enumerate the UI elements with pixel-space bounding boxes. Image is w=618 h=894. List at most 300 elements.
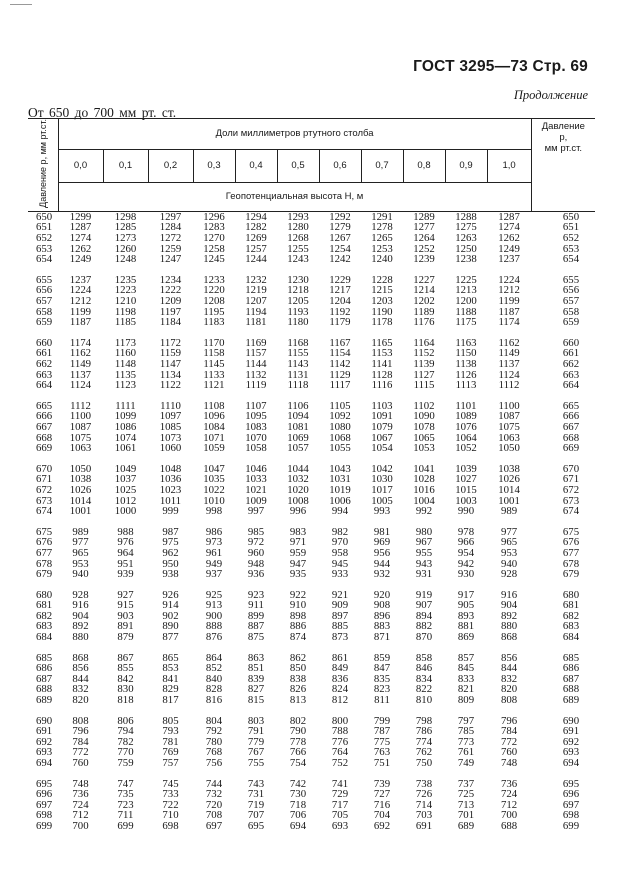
- height-value: 832: [72, 683, 89, 696]
- height-value: 998: [205, 505, 223, 518]
- height-value: 897: [331, 609, 349, 622]
- height-value: 836: [331, 672, 349, 685]
- pressure-label-right: 663: [562, 368, 580, 381]
- height-value: 926: [162, 588, 179, 601]
- height-value: 688: [500, 819, 518, 832]
- height-value: 844: [500, 662, 518, 675]
- height-value: 942: [457, 557, 475, 570]
- table-row: [28, 422, 595, 433]
- height-value: 719: [247, 798, 265, 811]
- height-value: 1001: [69, 505, 92, 518]
- height-value: 820: [500, 683, 518, 696]
- column-header: 0,7: [361, 149, 403, 182]
- height-value: 817: [162, 694, 179, 707]
- pressure-label: 672: [36, 483, 53, 496]
- height-value: 1173: [114, 336, 137, 349]
- height-value: 823: [373, 683, 391, 696]
- height-value: 1132: [245, 368, 267, 381]
- height-value: 989: [72, 525, 89, 538]
- height-value: 1116: [371, 379, 393, 392]
- pressure-label-right: 674: [562, 505, 580, 518]
- height-value: 999: [162, 505, 179, 518]
- height-value: 1162: [69, 347, 92, 360]
- height-value: 1190: [371, 305, 393, 318]
- pressure-label-right: 668: [562, 431, 580, 444]
- height-value: 695: [247, 819, 265, 832]
- height-value: 834: [415, 672, 433, 685]
- height-value: 735: [117, 788, 134, 801]
- height-value: 990: [457, 505, 475, 518]
- height-value: 760: [72, 757, 89, 769]
- height-value: 916: [500, 588, 518, 601]
- height-value: 1274: [69, 232, 92, 245]
- height-value: 1053: [413, 442, 435, 455]
- height-value: 948: [247, 557, 265, 570]
- height-value: 1078: [413, 420, 435, 433]
- height-value: 1269: [245, 232, 267, 245]
- height-value: 730: [289, 788, 307, 801]
- height-value: 1152: [413, 347, 435, 360]
- height-value: 1137: [69, 368, 92, 381]
- height-value: 839: [247, 672, 265, 685]
- height-value: 790: [289, 725, 307, 738]
- table-row: [28, 359, 595, 370]
- column-header: 1,0: [487, 149, 531, 182]
- pressure-label: 658: [36, 305, 53, 318]
- height-value: 1214: [413, 284, 435, 297]
- pressure-label-right: 688: [562, 683, 580, 696]
- height-value: 828: [205, 683, 223, 696]
- height-value: 784: [72, 735, 89, 748]
- height-value: 1143: [287, 358, 309, 370]
- height-value: 1279: [329, 221, 351, 234]
- height-value: 1188: [455, 305, 477, 318]
- pressure-label: 685: [36, 651, 53, 664]
- height-value: 1038: [69, 473, 92, 486]
- height-value: 1039: [455, 462, 477, 475]
- height-value: 888: [205, 620, 223, 633]
- pressure-label: 661: [36, 347, 53, 360]
- height-value: 1296: [203, 210, 225, 223]
- height-value: 985: [247, 525, 265, 538]
- height-value: 1289: [413, 210, 435, 223]
- height-value: 745: [162, 777, 179, 790]
- height-value: 1209: [159, 295, 182, 308]
- height-value: 1073: [159, 431, 182, 444]
- pressure-label: 680: [36, 588, 53, 601]
- pressure-label-right: 689: [562, 694, 580, 707]
- height-value: 955: [415, 546, 433, 559]
- height-value: 743: [247, 777, 265, 790]
- height-value: 954: [457, 546, 475, 559]
- height-value: 1067: [371, 431, 393, 444]
- height-value: 1141: [371, 358, 393, 370]
- height-value: 1033: [245, 473, 267, 486]
- height-value: 750: [415, 757, 433, 769]
- height-value: 774: [415, 735, 433, 748]
- height-value: 933: [331, 568, 349, 581]
- table-row: [28, 317, 595, 328]
- pressure-label: 667: [36, 420, 53, 433]
- height-value: 855: [117, 662, 134, 675]
- height-value: 1212: [498, 284, 520, 297]
- height-value: 764: [331, 746, 349, 759]
- height-value: 707: [247, 809, 265, 822]
- height-value: 708: [205, 809, 223, 822]
- pressure-label-right: 660: [562, 336, 580, 349]
- height-value: 1259: [159, 242, 182, 255]
- height-value: 1145: [203, 358, 225, 370]
- pressure-label-right: 696: [562, 788, 580, 801]
- height-value: 891: [117, 620, 134, 633]
- scan-edge-mark: [10, 4, 32, 5]
- table-row: [28, 695, 595, 706]
- pressure-label: 687: [36, 672, 53, 685]
- height-value: 1263: [455, 232, 477, 245]
- height-value: 910: [289, 599, 307, 612]
- height-value: 1149: [69, 358, 92, 370]
- height-value: 1149: [498, 347, 520, 360]
- pressure-label: 669: [36, 442, 53, 455]
- height-value: 1172: [159, 336, 182, 349]
- height-value: 922: [289, 588, 307, 601]
- height-value: 1076: [455, 420, 477, 433]
- height-value: 871: [373, 631, 391, 644]
- height-value: 811: [374, 694, 390, 707]
- height-value: 1099: [114, 410, 137, 423]
- height-value: 965: [500, 536, 518, 549]
- height-value: 1258: [203, 242, 225, 255]
- height-value: 826: [289, 683, 307, 696]
- height-value: 1238: [455, 253, 477, 266]
- height-value: 769: [162, 746, 179, 759]
- height-value: 842: [117, 672, 134, 685]
- height-value: 981: [373, 525, 391, 538]
- height-value: 857: [457, 651, 475, 664]
- pressure-label-right: 682: [562, 609, 580, 622]
- height-value: 1022: [203, 483, 225, 496]
- height-value: 1057: [287, 442, 309, 455]
- height-value: 1283: [203, 221, 225, 234]
- height-value: 894: [415, 609, 433, 622]
- height-value: 1074: [114, 431, 137, 444]
- height-value: 885: [331, 620, 349, 633]
- height-value: 755: [247, 757, 265, 769]
- height-value: 883: [373, 620, 391, 633]
- height-value: 1194: [245, 305, 267, 318]
- height-value: 722: [162, 798, 179, 811]
- height-value: 997: [247, 505, 265, 518]
- height-value: 731: [247, 788, 265, 801]
- height-value: 1065: [413, 431, 435, 444]
- height-value: 779: [247, 735, 265, 748]
- height-value: 1153: [371, 347, 393, 360]
- height-value: 1157: [245, 347, 267, 360]
- pressure-label: 674: [36, 505, 53, 518]
- height-value: 692: [373, 819, 391, 832]
- height-value: 1230: [287, 273, 309, 286]
- height-value: 1262: [69, 242, 92, 255]
- height-value: 863: [247, 651, 265, 664]
- pressure-label-right: 667: [562, 420, 580, 433]
- height-value: 714: [415, 798, 433, 811]
- height-value: 1138: [455, 358, 477, 370]
- height-value: 1050: [498, 442, 520, 455]
- height-value: 937: [205, 568, 223, 581]
- height-value: 710: [162, 809, 179, 822]
- pressure-label-right: 670: [562, 462, 580, 475]
- height-value: 1036: [159, 473, 182, 486]
- height-value: 989: [500, 505, 518, 518]
- height-value: 977: [500, 525, 518, 538]
- height-value: 1249: [498, 242, 520, 255]
- pressure-column-header-right: Давление p, мм рт.ст.: [531, 119, 595, 212]
- height-value: 720: [205, 798, 223, 811]
- height-value: 794: [117, 725, 134, 738]
- height-value: 835: [373, 672, 391, 685]
- height-value: 736: [500, 777, 518, 790]
- height-value: 818: [117, 694, 134, 707]
- height-value: 900: [205, 609, 223, 622]
- height-value: 1275: [455, 221, 477, 234]
- height-value: 1127: [413, 368, 435, 381]
- height-value: 806: [117, 714, 134, 727]
- height-value: 1001: [498, 494, 520, 507]
- height-value: 800: [331, 714, 349, 727]
- pressure-label-right: 677: [562, 546, 580, 559]
- height-value: 724: [500, 788, 518, 801]
- table-body: [28, 211, 595, 831]
- height-value: 980: [415, 525, 433, 538]
- height-value: 796: [72, 725, 89, 738]
- height-value: 1278: [371, 221, 393, 234]
- pressure-label-right: 669: [562, 442, 580, 455]
- height-value: 829: [162, 683, 179, 696]
- height-value: 1112: [498, 379, 520, 392]
- height-value: 1288: [455, 210, 477, 223]
- height-value: 712: [500, 798, 518, 811]
- height-value: 693: [331, 819, 349, 832]
- height-value: 775: [373, 735, 391, 748]
- height-value: 784: [500, 725, 518, 738]
- pressure-label-right: 684: [562, 631, 580, 644]
- height-value: 1244: [245, 253, 267, 266]
- height-value: 717: [331, 798, 349, 811]
- height-value: 1071: [203, 431, 225, 444]
- pressure-label-right: 653: [562, 242, 580, 255]
- height-value: 697: [205, 819, 223, 832]
- height-value: 787: [373, 725, 391, 738]
- pressure-label: 677: [36, 546, 53, 559]
- column-header: 0,1: [103, 149, 148, 182]
- height-value: 1009: [245, 494, 267, 507]
- height-value: 916: [72, 599, 89, 612]
- height-value: 1030: [371, 473, 393, 486]
- height-value: 1184: [159, 316, 182, 329]
- table-row: [28, 443, 595, 454]
- height-value: 1026: [498, 473, 520, 486]
- height-value: 850: [289, 662, 307, 675]
- column-header: 0,5: [277, 149, 319, 182]
- pressure-label-right: 658: [562, 305, 580, 318]
- height-value: 913: [205, 599, 223, 612]
- height-value: 1091: [371, 410, 393, 423]
- height-value: 908: [373, 599, 391, 612]
- height-value: 1014: [69, 494, 92, 507]
- height-value: 1208: [203, 295, 225, 308]
- height-value: 799: [373, 714, 391, 727]
- pressure-label: 697: [36, 798, 53, 811]
- height-value: 1020: [287, 483, 309, 496]
- pressure-label-right: 665: [562, 399, 580, 412]
- height-value: 1150: [455, 347, 477, 360]
- height-value: 1174: [69, 336, 92, 349]
- height-value: 1006: [329, 494, 351, 507]
- pressure-label: 670: [36, 462, 53, 475]
- height-value: 1117: [329, 379, 351, 392]
- height-value: 852: [205, 662, 223, 675]
- height-value: 1058: [245, 442, 267, 455]
- height-value: 776: [331, 735, 349, 748]
- height-value: 838: [289, 672, 307, 685]
- height-value: 930: [457, 568, 475, 581]
- pressure-label: 666: [36, 410, 53, 423]
- height-value: 813: [289, 694, 307, 707]
- height-value: 868: [500, 631, 518, 644]
- pressure-label-right: 672: [562, 483, 580, 496]
- height-value: 1107: [245, 399, 267, 412]
- height-value: 951: [117, 557, 134, 570]
- height-value: 1284: [159, 221, 182, 234]
- height-value: 865: [162, 651, 179, 664]
- height-value: 947: [289, 557, 307, 570]
- height-value: 1046: [245, 462, 267, 475]
- pressure-label-right: 693: [562, 746, 580, 759]
- height-value: 921: [331, 588, 349, 601]
- height-value: 904: [72, 609, 89, 622]
- height-value: 700: [500, 809, 518, 822]
- height-value: 1207: [245, 295, 267, 308]
- height-value: 1106: [287, 399, 309, 412]
- height-value: 732: [205, 788, 223, 801]
- height-value: 1277: [413, 221, 435, 234]
- pressure-label: 673: [36, 494, 53, 507]
- pressure-label-right: 655: [562, 273, 580, 286]
- height-value: 1160: [114, 347, 137, 360]
- height-value: 797: [457, 714, 475, 727]
- pressure-label: 682: [36, 609, 53, 622]
- height-value: 698: [162, 819, 179, 832]
- height-value: 1112: [70, 399, 91, 412]
- height-value: 928: [500, 568, 518, 581]
- height-value: 1035: [203, 473, 225, 486]
- height-value: 867: [117, 651, 134, 664]
- height-value: 1027: [455, 473, 477, 486]
- height-value: 939: [117, 568, 134, 581]
- height-value: 931: [415, 568, 433, 581]
- pressure-label: 698: [36, 809, 53, 822]
- height-value: 986: [205, 525, 223, 538]
- height-value: 1050: [69, 462, 92, 475]
- height-value: 928: [72, 588, 89, 601]
- pressure-label-right: 651: [562, 221, 580, 234]
- height-value: 1232: [245, 273, 267, 286]
- table-row: [28, 380, 595, 391]
- height-value: 975: [162, 536, 179, 549]
- height-value: 1059: [203, 442, 225, 455]
- pressure-label-right: 654: [562, 253, 580, 266]
- height-value: 770: [117, 746, 134, 759]
- height-value: 1181: [245, 316, 267, 329]
- height-value: 1118: [287, 379, 309, 392]
- height-value: 713: [457, 798, 475, 811]
- height-value: 1158: [203, 347, 225, 360]
- height-value: 1012: [114, 494, 137, 507]
- pressure-label: 684: [36, 631, 53, 644]
- height-value: 793: [162, 725, 179, 738]
- height-value: 1294: [245, 210, 267, 223]
- height-value: 791: [247, 725, 265, 738]
- height-value: 767: [247, 746, 265, 759]
- height-value: 738: [415, 777, 433, 790]
- height-value: 1237: [69, 273, 92, 286]
- height-value: 965: [72, 546, 89, 559]
- height-value: 1264: [413, 232, 435, 245]
- height-value: 1139: [413, 358, 435, 370]
- geopotential-height-table: [28, 118, 595, 832]
- height-value: 1124: [498, 368, 520, 381]
- height-value: 1204: [329, 295, 351, 308]
- pressure-label-right: 659: [562, 316, 580, 329]
- height-value: 1223: [114, 284, 137, 297]
- height-value: 757: [162, 757, 179, 769]
- column-header: 0,9: [445, 149, 487, 182]
- table-row: [28, 254, 595, 265]
- height-value: 1037: [114, 473, 137, 486]
- height-value: 1170: [203, 336, 225, 349]
- pressure-label: 683: [36, 620, 53, 633]
- height-value: 699: [117, 819, 134, 832]
- height-value: 694: [289, 819, 307, 832]
- height-value: 949: [205, 557, 223, 570]
- height-value: 691: [415, 819, 433, 832]
- height-value: 1108: [203, 399, 225, 412]
- height-value: 902: [162, 609, 179, 622]
- pressure-label-right: 695: [562, 777, 580, 790]
- height-value: 700: [72, 819, 89, 832]
- height-value: 736: [72, 788, 89, 801]
- height-value: 701: [457, 809, 475, 822]
- height-value: 1187: [69, 316, 92, 329]
- height-value: 1183: [203, 316, 225, 329]
- height-value: 749: [457, 757, 475, 769]
- height-value: 785: [457, 725, 475, 738]
- table-row: [28, 632, 595, 643]
- height-value: 1069: [287, 431, 309, 444]
- pressure-label: 657: [36, 295, 53, 308]
- height-value: 1217: [329, 284, 351, 297]
- height-value: 1129: [329, 368, 351, 381]
- height-value: 782: [117, 735, 134, 748]
- height-value: 1199: [498, 295, 520, 308]
- height-value: 1257: [245, 242, 267, 255]
- height-value: 1274: [498, 221, 520, 234]
- height-value: 1270: [203, 232, 225, 245]
- fraction-header: Доли миллиметров ртутного столба: [58, 119, 531, 150]
- height-value: 905: [457, 599, 475, 612]
- height-value: 1134: [159, 368, 182, 381]
- height-value: 1282: [245, 221, 267, 234]
